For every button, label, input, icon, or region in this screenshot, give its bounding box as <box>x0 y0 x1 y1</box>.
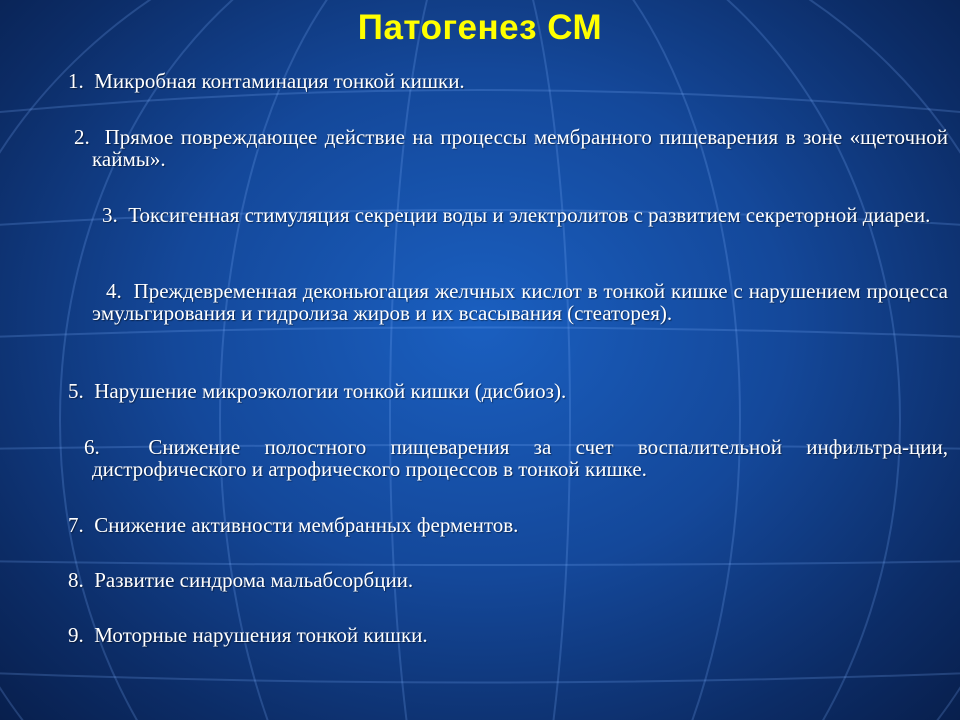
item-number: 8. <box>68 568 84 592</box>
item-text: Моторные нарушения тонкой кишки. <box>94 623 428 647</box>
item-number: 9. <box>68 623 84 647</box>
item-text: Преждевременная деконьюгация желчных кислот в тонкой кишке с нарушением процесса эмульгирования и гидролиза жиров и их всасывания (стеаторея). <box>92 279 948 325</box>
list-item-4 <box>92 280 948 324</box>
slide-title: Патогенез СМ <box>357 8 603 47</box>
item-text: Снижение активности мембранных ферментов. <box>94 513 519 537</box>
list-item-1 <box>68 70 928 92</box>
item-text: Нарушение микроэкологии тонкой кишки (дисбиоз). <box>94 379 567 403</box>
list-item-3 <box>92 204 948 226</box>
item-text: Токсигенная стимуляция секреции воды и электролитов с развитием секреторной диареи. <box>128 203 931 227</box>
item-text: Развитие синдрома мальабсорбции. <box>94 568 414 592</box>
list-item-2 <box>74 125 949 171</box>
list-item-6 <box>84 435 949 481</box>
list-item-5 <box>68 380 928 402</box>
item-number: 7. <box>68 513 84 537</box>
item-text: Микробная контаминация тонкой кишки. <box>94 69 465 93</box>
list-item-8 <box>68 569 928 591</box>
item-number: 1. <box>68 69 84 93</box>
item-number: 5. <box>68 379 84 403</box>
list-item-7 <box>68 514 928 536</box>
item-number: 6. <box>84 435 100 459</box>
item-number: 2. <box>74 125 90 149</box>
item-text: Снижение полостного пищеварения за счет воспалительной инфильтра-ции, дистрофического и атрофического процессов в тонкой кишке. <box>92 435 949 481</box>
item-text: Прямое повреждающее действие на процессы мембранного пищеварения в зоне «щеточной каймы». <box>92 125 949 171</box>
item-number: 4. <box>106 279 122 303</box>
list-item-9 <box>68 624 928 646</box>
item-number: 3. <box>102 203 118 227</box>
